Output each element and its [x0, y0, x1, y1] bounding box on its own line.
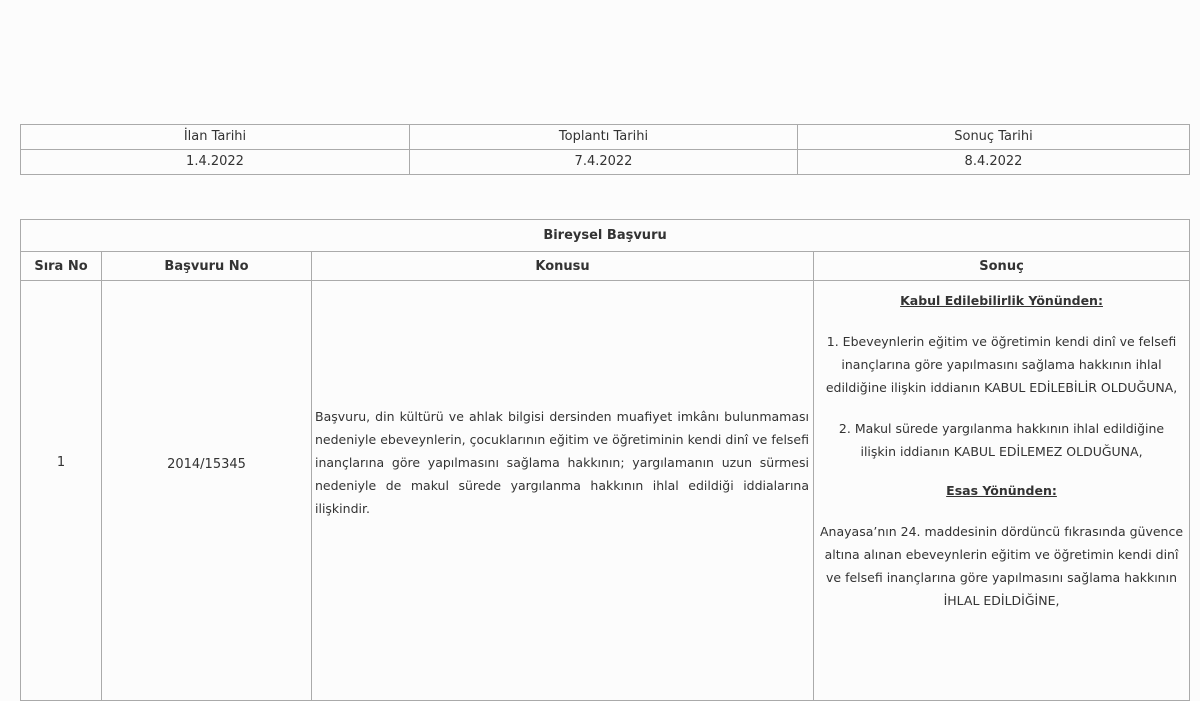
esas-heading: Esas Yönünden:: [946, 483, 1057, 498]
kabul-edilebilirlik-heading: Kabul Edilebilirlik Yönünden:: [900, 293, 1103, 308]
applications-table: [20, 219, 1190, 701]
basvuru-no-header: Başvuru No: [102, 252, 312, 281]
applications-caption-row: [21, 220, 1190, 252]
sonuc-tarihi-header: Sonuç Tarihi: [798, 125, 1190, 150]
sonuc-item-3: Anayasa’nın 24. maddesinin dördüncü fıkrasında güvence altına alınan ebeveynlerin eğitim ve öğretimin kendi dinî ve felsefi inançlarına göre yapılmasını sağlama hakkının İHLAL EDİLDİĞİNE,: [820, 524, 1184, 608]
sira-no-value: 1: [56, 455, 66, 470]
toplanti-tarihi-value: 7.4.2022: [410, 150, 798, 175]
sira-no-header: Sıra No: [21, 252, 102, 281]
table-row: [21, 281, 1190, 701]
sira-no-cell: [21, 281, 102, 701]
sonuc-item-2: 2. Makul sürede yargılanma hakkının ihlal edildiğine ilişkin iddianın KABUL EDİLEMEZ OLDUĞUNA,: [838, 421, 1165, 459]
sonuc-cell: [814, 281, 1190, 701]
ilan-tarihi-header: İlan Tarihi: [21, 125, 410, 150]
dates-header-row: [21, 125, 1190, 150]
konusu-text: Başvuru, din kültürü ve ahlak bilgisi dersinden muafiyet imkânı bulunmaması nedeniyle ebeveynlerin, çocuklarının eğitim ve öğretiminin kendi dinî ve felsefi inançlarına göre yapılmasını sağlama hakkının; yargılamanın uzun sürmesi nedeniyle de makul sürede yargılanma hakkının ihlal edildiği iddialarına ilişkindir.: [315, 409, 809, 516]
sonuc-header: Sonuç: [814, 252, 1190, 281]
dates-value-row: [21, 150, 1190, 175]
applications-header-row: [21, 252, 1190, 281]
sonuc-tarihi-value: 8.4.2022: [798, 150, 1190, 175]
konusu-cell: [312, 281, 814, 701]
basvuru-no-value: 2014/15345: [167, 457, 246, 472]
dates-table: [20, 124, 1190, 175]
basvuru-no-cell: [102, 281, 312, 701]
ilan-tarihi-value: 1.4.2022: [21, 150, 410, 175]
table-caption: Bireysel Başvuru: [21, 220, 1190, 252]
toplanti-tarihi-header: Toplantı Tarihi: [410, 125, 798, 150]
sonuc-item-1: 1. Ebeveynlerin eğitim ve öğretimin kendi dinî ve felsefi inançlarına göre yapılmasını sağlama hakkının ihlal edildiğine ilişkin iddianın KABUL EDİLEBİLİR OLDUĞUNA,: [825, 334, 1178, 395]
konusu-header: Konusu: [312, 252, 814, 281]
